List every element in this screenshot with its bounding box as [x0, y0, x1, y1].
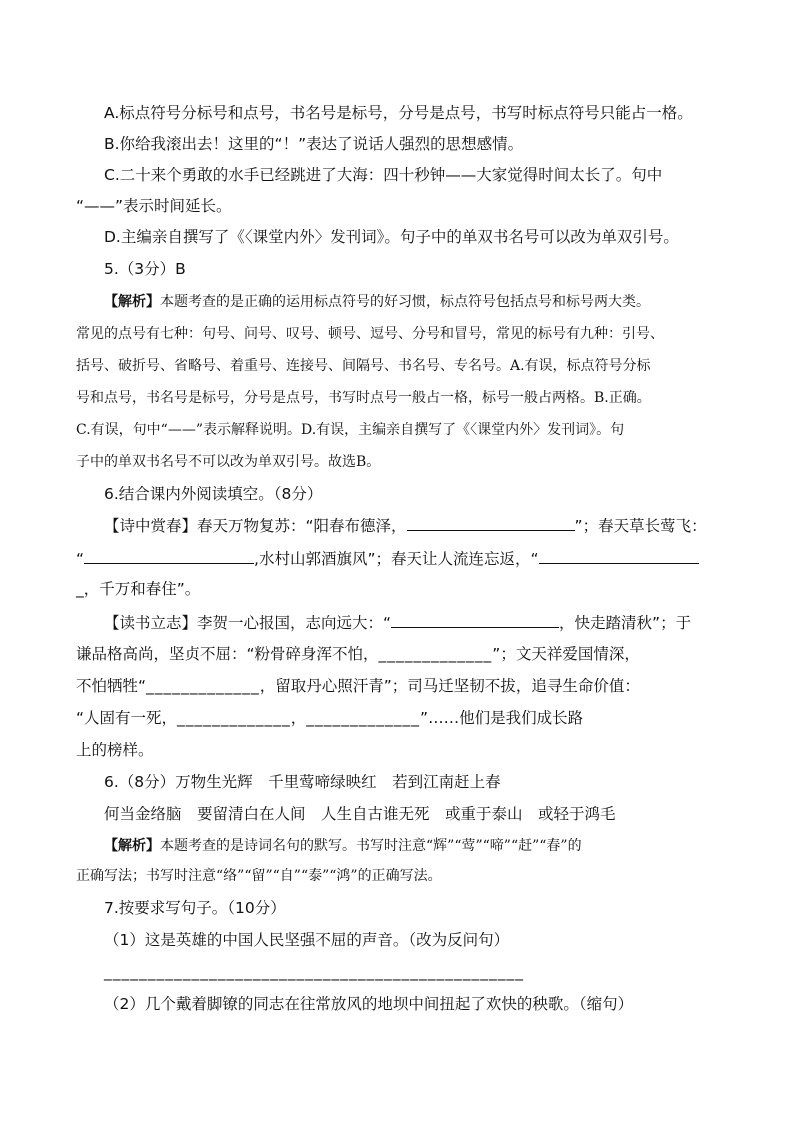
answer-blank[interactable] [407, 515, 575, 531]
answer-blank[interactable] [391, 612, 559, 628]
q6-text: ”；春天草长莺飞： [574, 517, 707, 535]
q6-text: “ [76, 550, 85, 568]
answer-blank[interactable] [539, 548, 699, 564]
q6-line8: 上的榜样。 [76, 741, 154, 759]
section-tag-poem-spring: 【诗中赏春】 [104, 517, 198, 535]
answer-blank[interactable]: _____________ [378, 645, 493, 663]
answer5-analysis-line3: 括号、破折号、省略号、着重号、连接号、间隔号、书名号、专名号。A.有误，标点符号分标 [76, 358, 651, 374]
q6-line1 [104, 515, 707, 536]
q6-text: ， [290, 709, 307, 727]
q6-line4 [104, 612, 691, 633]
answer-blank[interactable]: _____________ [177, 709, 291, 727]
q6-text: ，快走踏清秋”；于 [559, 614, 692, 632]
answer5-analysis-line2: 常见的点号有七种：句号、问号、叹号、顿号、逗号、分号和冒号，常见的标号有九种：引号、 [76, 326, 664, 342]
answer6-line1: 6.（8分）万物生光辉 千里莺啼绿映红 若到江南赶上春 [104, 773, 501, 791]
answer6-analysis-line2: 正确写法；书写时注意“络”“留”“自”“泰”“鸿”的正确写法。 [76, 868, 442, 884]
q7-sub2: （2）几个戴着脚镣的同志在往常放风的地坝中间扭起了欢快的秧歌。（缩句） [104, 995, 634, 1013]
option-d: D.主编亲自撰写了《〈课堂内外〉发刊词》。句子中的单双书名号可以改为单双引号。 [104, 228, 679, 246]
answer-blank[interactable]: ________________________________________________ [104, 963, 524, 981]
analysis-tag: 【解析】 [104, 838, 160, 854]
q6-text: “人固有一死， [76, 709, 178, 727]
answer6-analysis-line1 [104, 836, 582, 856]
analysis-text: 本题考查的是正确的运用标点符号的好习惯，标点符号包括点号和标号两大类。 [160, 294, 650, 310]
answer5-analysis-line6: 子中的单双书名号不可以改为单双引号。故选B。 [76, 454, 381, 470]
q6-text: ,水村山郭酒旗风”；春天让人流连忘返，“ [254, 550, 539, 568]
question6-head: 6.结合课内外阅读填空。（8分） [104, 485, 323, 503]
option-c-line1: C.二十来个勇敢的水手已经跳进了大海：四十秒钟——大家觉得时间太长了。句中 [104, 166, 663, 184]
answer5-analysis-line1 [104, 292, 650, 312]
q6-line5 [76, 644, 640, 664]
q6-line6 [76, 676, 640, 696]
answer-line[interactable] [104, 962, 524, 982]
answer5-head: 5.（3分）B [104, 260, 186, 278]
answer5-analysis-line4: 号和点号，书名号是标号，分号是点号，书写时点号一般占一格，标号一般占两格。B.正确。 [76, 390, 651, 406]
analysis-tag: 【解析】 [104, 294, 160, 310]
answer6-line2: 何当金络脑 要留清白在人间 人生自古谁无死 或重于泰山 或轻于鸿毛 [104, 805, 616, 823]
answer5-analysis-line5: C.有误，句中“——”表示解释说明。D.有误，主编亲自撰写了《〈课堂内外〉发刊词》。句 [76, 422, 625, 438]
answer-blank[interactable]: _____________ [146, 677, 260, 695]
analysis-text: 本题考查的是诗词名句的默写。书写时注意“辉”“莺”“啼”“赶”“春”的 [160, 838, 582, 854]
option-c-line2: “——”表示时间延长。 [76, 197, 232, 215]
option-a: A.标点符号分标号和点号，书名号是标号，分号是点号，书写时标点符号只能占一格。 [104, 104, 693, 122]
option-b: B.你给我滚出去！这里的“！”表达了说话人强烈的思想感情。 [104, 135, 524, 153]
answer-blank[interactable] [84, 548, 254, 564]
q6-line3: _，千万和春住”。 [76, 580, 201, 598]
q6-line7 [76, 708, 583, 728]
q7-sub1: （1）这是英雄的中国人民坚强不屈的声音。（改为反问句） [104, 931, 510, 949]
answer-blank[interactable]: _____________ [306, 709, 421, 727]
q6-text: ”……他们是我们成长路 [420, 709, 584, 727]
q6-text: 春天万物复苏：“阳春布德泽， [197, 517, 407, 535]
q6-text: 李贺一心报国，志向远大：“ [197, 614, 392, 632]
q6-text: 不怕牺牲“ [76, 677, 147, 695]
q6-text: ”；文天祥爱国情深， [492, 645, 640, 663]
q6-line2 [76, 548, 699, 569]
section-tag-reading: 【读书立志】 [104, 614, 198, 632]
q6-text: ，留取丹心照汗青”；司马迁坚韧不拔，追寻生命价值： [259, 677, 640, 695]
q6-text: 谦品格高尚，坚贞不屈：“粉骨碎身浑不怕， [76, 645, 379, 663]
question7-head: 7.按要求写句子。（10分） [104, 899, 286, 917]
